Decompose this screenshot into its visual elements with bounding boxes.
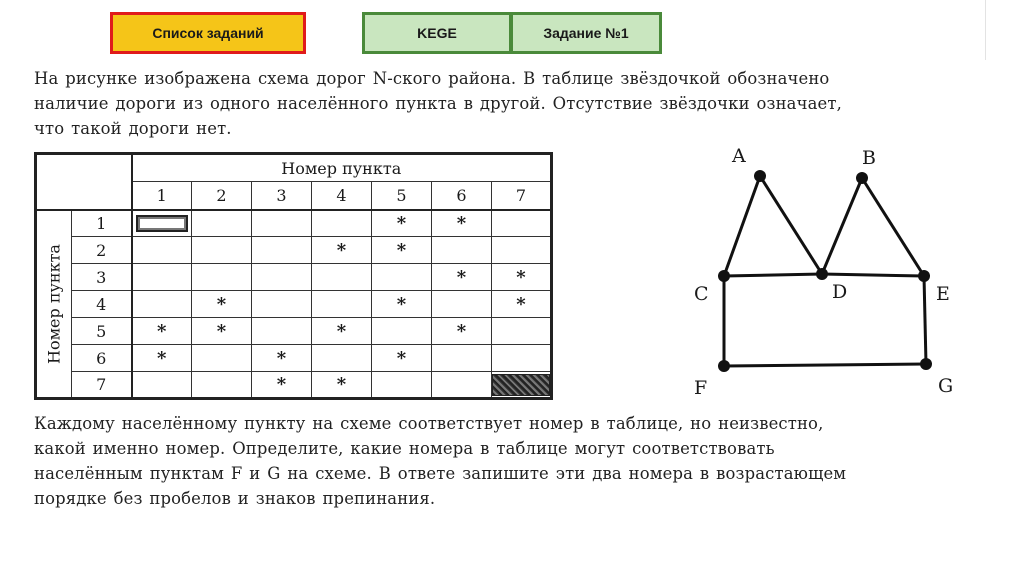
question-line: порядке без пробелов и знаков препинания.: [34, 489, 436, 508]
table-cell: [312, 291, 372, 318]
table-row: [36, 372, 552, 399]
graph-edge-de: [822, 274, 924, 276]
table-cell: *: [372, 345, 432, 372]
graph-edge-bd: [822, 178, 862, 274]
table-cell: [132, 264, 192, 291]
diagonal-mark: [136, 215, 188, 232]
table-cell: *: [372, 291, 432, 318]
intro-line: что такой дороги нет.: [34, 119, 232, 138]
question-text: [34, 411, 984, 511]
table-cell: [432, 237, 492, 264]
table-corner: [36, 154, 132, 210]
graph-node-f: [718, 360, 730, 372]
table-cell: *: [132, 318, 192, 345]
table-cell: *: [252, 372, 312, 399]
table-cell: [192, 264, 252, 291]
graph-node-c: [718, 270, 730, 282]
diagonal-mark: [492, 374, 550, 396]
graph-node-label: F: [694, 377, 708, 399]
table-cell: [252, 210, 312, 237]
row-number: 3: [72, 264, 132, 291]
col-number: 4: [312, 182, 372, 210]
table-cell: [492, 345, 552, 372]
row-caption: Номер пункта: [44, 243, 64, 364]
table-cell: *: [192, 318, 252, 345]
table-cell: [372, 318, 432, 345]
task-list-button[interactable]: Список заданий: [110, 12, 306, 54]
table-cell: [372, 372, 432, 399]
table-cell: [132, 237, 192, 264]
corner-frame: [985, 0, 1024, 60]
col-number: 1: [132, 182, 192, 210]
table-cell: *: [432, 264, 492, 291]
table-body: [36, 210, 552, 399]
table-cell: [252, 264, 312, 291]
table-cell: *: [432, 318, 492, 345]
road-table: [34, 152, 553, 400]
graph-node-label: E: [936, 283, 950, 305]
col-caption: Номер пункта: [132, 154, 552, 182]
table-cell: [492, 318, 552, 345]
table-cell: [192, 345, 252, 372]
row-caption-cell: [36, 210, 72, 399]
table-cell: *: [192, 291, 252, 318]
col-number: 7: [492, 182, 552, 210]
table-row: [36, 291, 552, 318]
graph-node-label: D: [832, 281, 848, 303]
graph-edge-eg: [924, 276, 926, 364]
table-cell: [432, 372, 492, 399]
row-number: 7: [72, 372, 132, 399]
table-cell: [132, 372, 192, 399]
graph-edge-ac: [724, 176, 760, 276]
intro-line: На рисунке изображена схема дорог N-ского района. В таблице звёздочкой обозначено: [34, 69, 830, 88]
graph-node-label: A: [732, 145, 746, 167]
table-cell: [192, 372, 252, 399]
row-number: 4: [72, 291, 132, 318]
table-cell: [192, 210, 252, 237]
table-cell: [252, 318, 312, 345]
graph-node-g: [920, 358, 932, 370]
intro-text: [34, 66, 984, 141]
row-number: 6: [72, 345, 132, 372]
table-row: [36, 264, 552, 291]
graph-edge-be: [862, 178, 924, 276]
question-line: какой именно номер. Определите, какие номера в таблице могут соответствовать: [34, 439, 775, 458]
graph-node-label: C: [694, 283, 709, 305]
table-cell: [252, 291, 312, 318]
road-graph: [680, 140, 980, 410]
graph-node-label: G: [938, 375, 954, 397]
graph-edge-ad: [760, 176, 822, 274]
table-cell: *: [132, 345, 192, 372]
table-cell: [252, 237, 312, 264]
graph-node-a: [754, 170, 766, 182]
table-cell: [132, 210, 192, 237]
question-line: населённым пунктам F и G на схеме. В ответе запишите эти два номера в возрастающем: [34, 464, 847, 483]
table-cell: *: [492, 264, 552, 291]
col-number: 5: [372, 182, 432, 210]
table-cell: *: [372, 210, 432, 237]
graph-node-label: B: [862, 147, 876, 169]
table-cell: *: [432, 210, 492, 237]
row-number: 2: [72, 237, 132, 264]
intro-line: наличие дороги из одного населённого пункта в другой. Отсутствие звёздочки означает,: [34, 94, 842, 113]
table-cell: [192, 237, 252, 264]
graph-node-b: [856, 172, 868, 184]
table-cell: [492, 237, 552, 264]
table-row: [36, 345, 552, 372]
table-cell: [132, 291, 192, 318]
question-line: Каждому населённому пункту на схеме соответствует номер в таблице, но неизвестно,: [34, 414, 824, 433]
table-cell: [492, 210, 552, 237]
row-number: 5: [72, 318, 132, 345]
table-cell: [312, 210, 372, 237]
table-cell: *: [492, 291, 552, 318]
table-cell: [312, 345, 372, 372]
table-cell: [492, 372, 552, 399]
task-number-button[interactable]: Задание №1: [510, 12, 662, 54]
graph-node-e: [918, 270, 930, 282]
col-number: 2: [192, 182, 252, 210]
table-cell: *: [252, 345, 312, 372]
graph-edge-cd: [724, 274, 822, 276]
table-row: [36, 318, 552, 345]
table-cell: *: [372, 237, 432, 264]
graph-node-d: [816, 268, 828, 280]
table-cell: *: [312, 318, 372, 345]
table-cell: *: [312, 372, 372, 399]
table-cell: [312, 264, 372, 291]
kege-button[interactable]: KEGE: [362, 12, 512, 54]
table-cell: [432, 345, 492, 372]
graph-edge-fg: [724, 364, 926, 366]
col-number: 6: [432, 182, 492, 210]
table-cell: [372, 264, 432, 291]
col-number: 3: [252, 182, 312, 210]
table-row: [36, 210, 552, 237]
table-cell: *: [312, 237, 372, 264]
table-cell: [432, 291, 492, 318]
table-row: [36, 237, 552, 264]
row-number: 1: [72, 210, 132, 237]
